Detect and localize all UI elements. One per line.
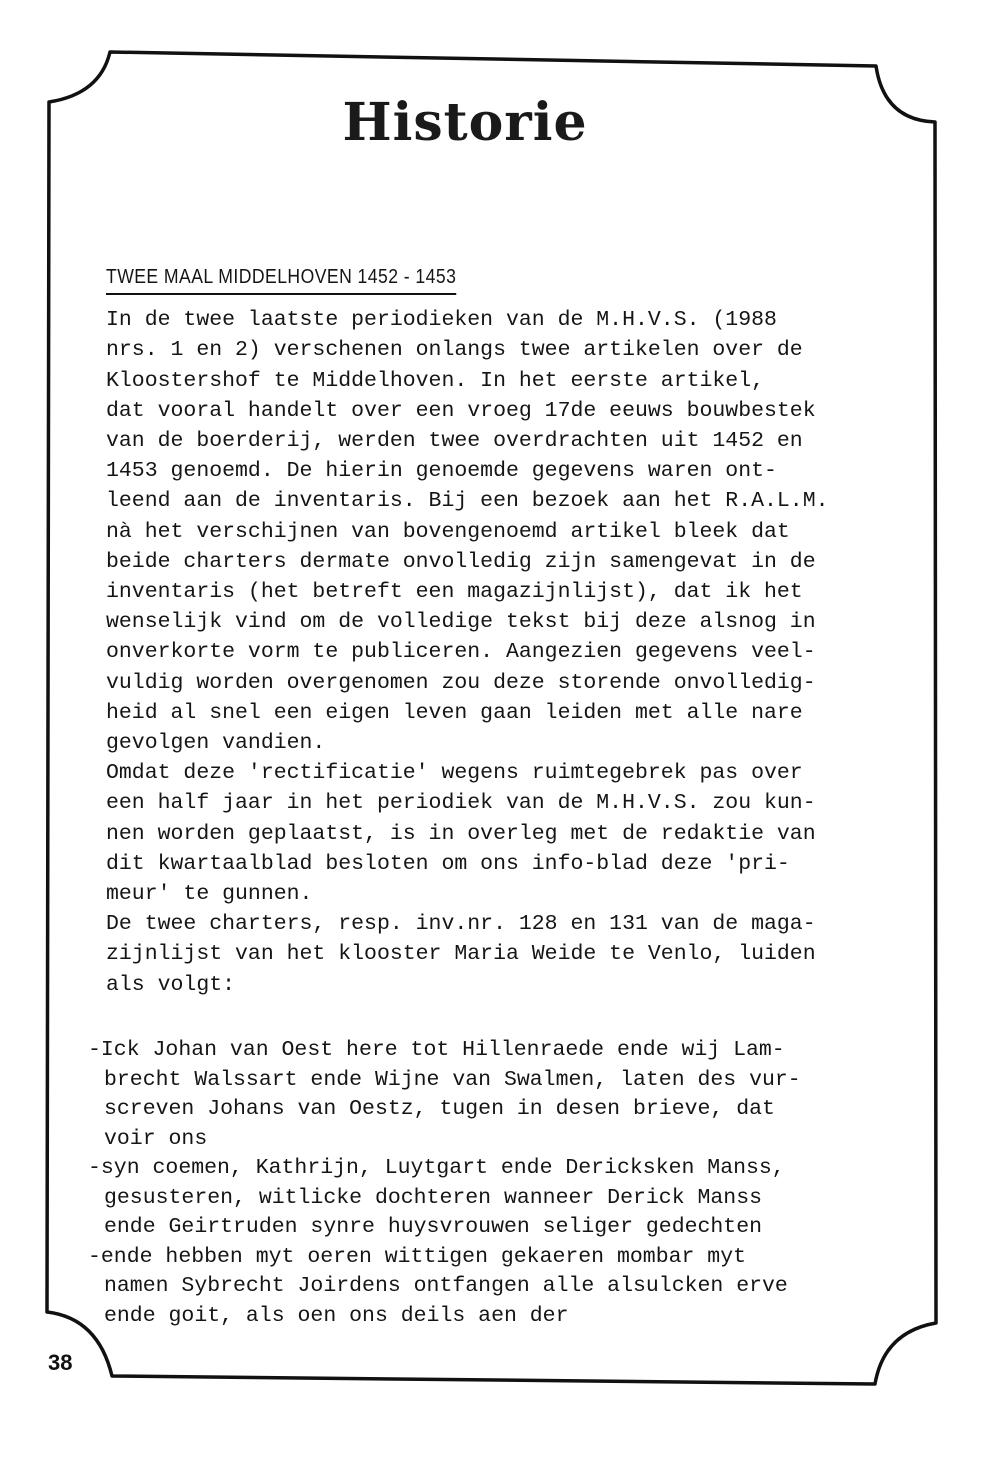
charter-line: gesusteren, witlicke dochteren wanneer Derick Manss <box>104 1185 763 1210</box>
text-line: De twee charters, resp. inv.nr. 128 en 131 van de maga- <box>106 912 816 937</box>
text-line: Kloostershof te Middelhoven. In het eerste artikel, <box>106 368 765 393</box>
text-line: heid al snel een eigen leven gaan leiden met alle nare <box>106 700 803 725</box>
charter-line: -syn coemen, Kathrijn, Luytgart ende Dericksken Manss, <box>88 1156 785 1180</box>
text-line: zijnlijst van het klooster Maria Weide te Venlo, luiden <box>106 942 816 967</box>
charter-line: namen Sybrecht Joirdens ontfangen alle alsulcken erve <box>104 1274 788 1298</box>
text-line: leend aan de inventaris. Bij een bezoek aan het R.A.L.M. <box>106 489 829 514</box>
charter-line: ende goit, als oen ons deils aen der <box>104 1303 569 1328</box>
article-intro <box>106 305 936 1000</box>
page-number: 38 <box>48 1350 73 1375</box>
text-line: vuldig worden overgenomen zou deze storende onvolledig- <box>106 670 816 695</box>
text-line: nà het verschijnen van bovengenoemd artikel bleek dat <box>106 519 790 544</box>
charter-transcription <box>88 1036 928 1331</box>
charter-line: -ende hebben myt oeren wittigen gekaeren mombar myt <box>88 1244 747 1269</box>
text-line: gevolgen vandien. <box>106 731 326 756</box>
text-line: onverkorte vorm te publiceren. Aangezien gegevens veel- <box>106 640 816 665</box>
text-line: als volgt: <box>106 972 236 997</box>
article-body <box>106 262 936 1000</box>
charter-line: voir ons <box>104 1126 208 1151</box>
article-heading: TWEE MAAL MIDDELHOVEN 1452 - 1453 <box>106 262 456 295</box>
charter-line: screven Johans van Oestz, tugen in desen brieve, dat <box>104 1097 775 1121</box>
text-line: wenselijk vind om de volledige tekst bij deze alsnog in <box>106 610 816 635</box>
text-line: van de boerderij, werden twee overdrachten uit 1452 en <box>106 429 803 454</box>
charter-line: ende Geirtruden synre huysvrouwen seliger gedechten <box>104 1215 763 1239</box>
text-line: meur' te gunnen. <box>106 882 313 907</box>
text-line: Omdat deze 'rectificatie' wegens ruimtegebrek pas over <box>106 761 803 786</box>
charter-line: -Ick Johan van Oest here tot Hillenraede ende wij Lam- <box>88 1038 785 1062</box>
text-line: In de twee laatste periodieken van de M.H.V.S. (1988 <box>106 308 777 333</box>
text-line: dit kwartaalblad besloten om ons info-blad deze 'pri- <box>106 851 790 876</box>
text-line: inventaris (het betreft een magazijnlijst), dat ik het <box>106 580 803 605</box>
text-line: dat vooral handelt over een vroeg 17de eeuws bouwbestek <box>106 398 816 423</box>
charter-line: brecht Walssart ende Wijne van Swalmen, laten des vur- <box>104 1067 801 1092</box>
page-title: Historie <box>342 92 588 153</box>
text-line: nen worden geplaatst, is in overleg met de redaktie van <box>106 821 816 846</box>
text-line: 1453 genoemd. De hierin genoemde gegevens waren ont- <box>106 459 777 484</box>
text-line: nrs. 1 en 2) verschenen onlangs twee artikelen over de <box>106 338 803 363</box>
text-line: beide charters dermate onvolledig zijn samengevat in de <box>106 549 816 574</box>
text-line: een half jaar in het periodiek van de M.H.V.S. zou kun- <box>106 791 816 816</box>
